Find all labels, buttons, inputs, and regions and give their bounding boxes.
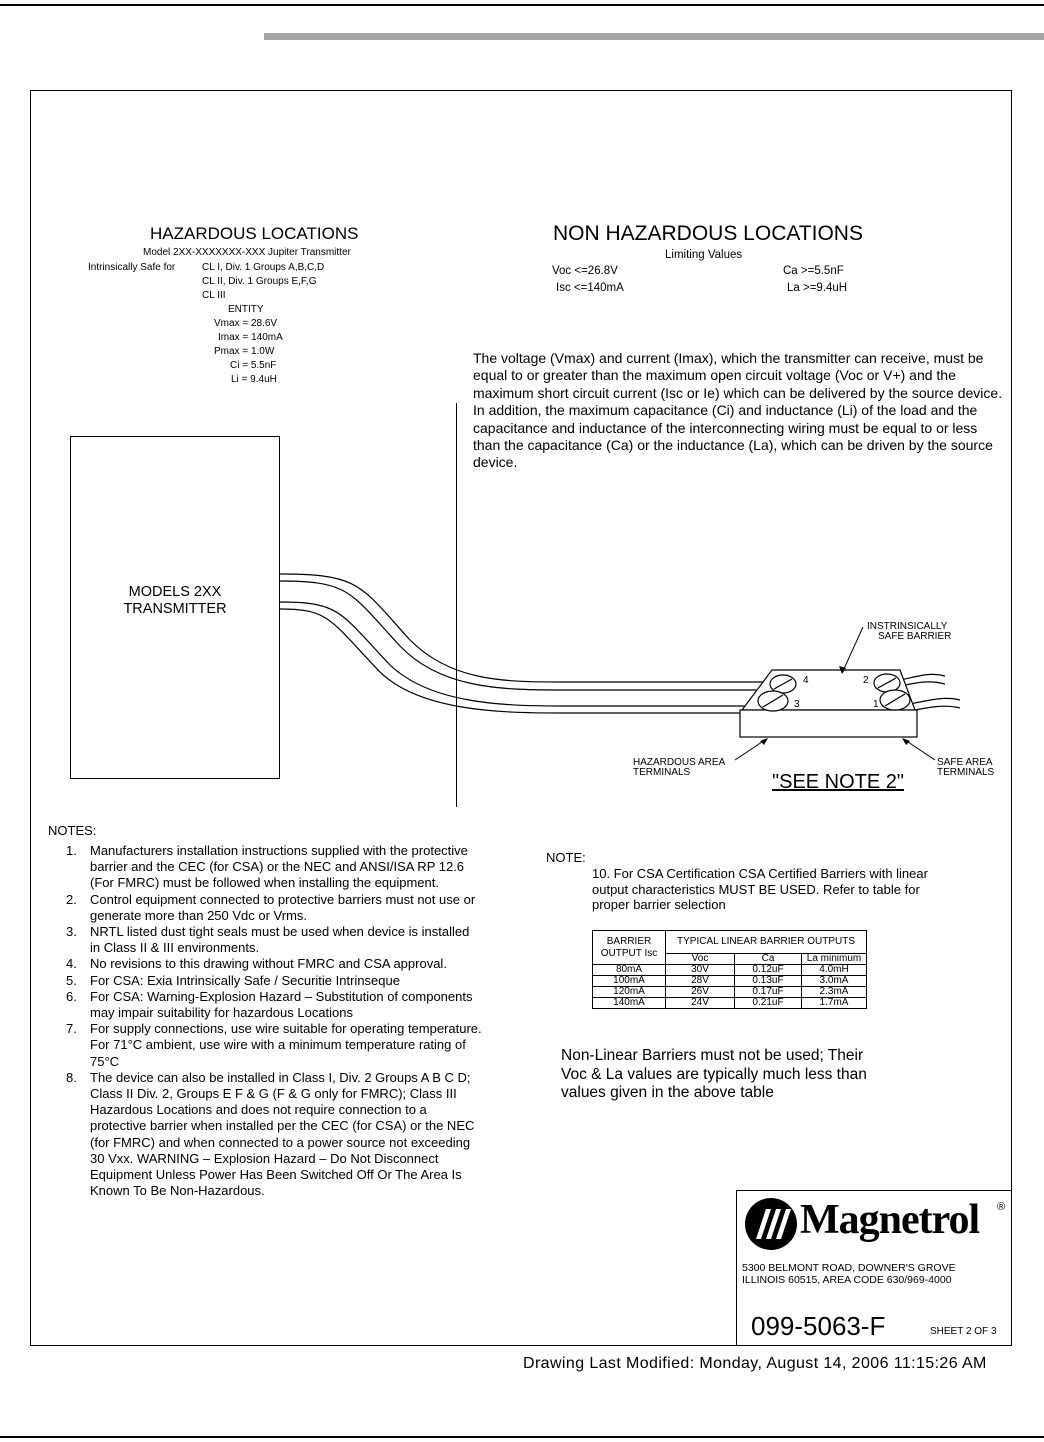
table-row: 140mA 24V 0.21uF 1.7mA bbox=[593, 998, 867, 1009]
haz-terminals-label-1: HAZARDOUS AREA bbox=[633, 757, 726, 768]
table-row: 120mA 26V 0.17uF 2.3mA bbox=[593, 987, 867, 998]
la-limit: La >=9.4uH bbox=[787, 282, 848, 294]
address-line-2: ILLINOIS 60515, AREA CODE 630/969-4000 bbox=[742, 1274, 952, 1286]
safe-wire-2 bbox=[900, 682, 945, 686]
safe-terminals-label-2: TERMINALS bbox=[937, 767, 995, 778]
note-item: 2. Control equipment connected to protective barriers must not use or generate more than 250 Vdc or Vrms. bbox=[66, 891, 476, 923]
class-1: CL I, Div. 1 Groups A,B,C,D bbox=[202, 262, 325, 273]
note-item: 8. The device can also be installed in Class I, Div. 2 Groups A B C D; Class II Div. 2, Groups E F & G (F & G only for FMRC); Class III Hazardous Locations and does not require connection to a protective barrier when installed per the CEC (for CSA) or the NEC (for FMRC) and when connected to a power source not exceeding 30 Vxx. WARNING – Explosion Hazard – Do Not Disconnect Equipment Unless Power Has Been Switched Off Or The Area Is Known To Be Non-Hazardous. bbox=[66, 1069, 475, 1199]
note-item: 3. NRTL listed dust tight seals must be used when device is installed in Class II & III environments. bbox=[66, 924, 470, 956]
is-label: Intrinsically Safe for bbox=[88, 262, 176, 273]
note-item: 1. Manufacturers installation instructions supplied with the protective barrier and the CEC (for CSA) or the NEC and ANSI/ISA RP 12.6 (For FMRC) must be followed when installing the equipment. bbox=[66, 843, 468, 891]
address-line-1: 5300 BELMONT ROAD, DOWNER'S GROVE bbox=[742, 1262, 956, 1274]
sub-header-la: La minimum bbox=[802, 954, 867, 965]
barrier-table bbox=[592, 930, 867, 1009]
last-modified: Drawing Last Modified: Monday, August 14, 2006 11:15:26 AM bbox=[523, 1355, 987, 1372]
note-item: 4. No revisions to this drawing without FMRC and CSA approval. bbox=[66, 956, 447, 972]
requirements-paragraph: The voltage (Vmax) and current (Imax), which the transmitter can receive, must be equal to or greater than the maximum open circuit voltage (Voc or V+) and the maximum short circuit current (Isc or Ie) which can be delivered by the source device. In addition, the maximum capacitance (Ci) and inductance (Li) of the load and the capacitance and inductance of the interconnecting wiring must be equal to or less than the capacitance (Ca) or the inductance (La), which can be driven by the source device. bbox=[473, 350, 1003, 471]
entity-pmax: Pmax = 1.0W bbox=[214, 346, 275, 357]
note-item: 6. For CSA: Warning-Explosion Hazard – Substitution of components may impair suitability for hazardous Locations bbox=[66, 988, 473, 1021]
barrier-label-1: INSTRINSICALLY bbox=[867, 621, 948, 632]
entity-imax: Imax = 140mA bbox=[218, 332, 283, 343]
nonlinear-note: Non-Linear Barriers must not be used; Their Voc & La values are typically much less than values given in the above table bbox=[561, 1047, 867, 1101]
sub-header-voc: Voc bbox=[666, 954, 735, 965]
haz-arrow bbox=[760, 738, 768, 745]
note-item: 5. For CSA: Exia Intrinsically Safe / Securitie Intrinseque bbox=[66, 972, 400, 988]
voc-limit: Voc <=26.8V bbox=[552, 265, 618, 277]
isc-limit: Isc <=140mA bbox=[556, 282, 624, 294]
terminal-number-1: 1 bbox=[873, 699, 879, 710]
class-3: CL III bbox=[202, 290, 226, 301]
magnetrol-logo-icon bbox=[742, 1197, 800, 1251]
terminal-number-3: 3 bbox=[794, 699, 800, 710]
col-header-group: TYPICAL LINEAR BARRIER OUTPUTS bbox=[666, 931, 867, 954]
registered-mark: ® bbox=[997, 1201, 1006, 1213]
safe-terminal-leader bbox=[905, 740, 935, 760]
entity-label: ENTITY bbox=[228, 304, 264, 315]
wire-2 bbox=[280, 581, 770, 690]
limiting-label: Limiting Values bbox=[665, 249, 743, 261]
notes-heading: NOTES: bbox=[48, 823, 97, 838]
sub-header-ca: Ca bbox=[735, 954, 802, 965]
hazardous-title: HAZARDOUS LOCATIONS bbox=[150, 224, 359, 243]
class-2: CL II, Div. 1 Groups E,F,G bbox=[202, 276, 317, 287]
note-item: 7. For supply connections, use wire suitable for operating temperature. For 71°C ambient, use wire with a minimum temperature rating of 75°C bbox=[66, 1021, 482, 1069]
ca-limit: Ca >=5.5nF bbox=[783, 265, 844, 277]
table-row: 80mA 30V 0.12uF 4.0mH bbox=[593, 965, 867, 976]
note-10: 10. For CSA Certification CSA Certified Barriers with linear output characteristics MUST BE USED. Refer to table for proper barrier selection bbox=[592, 866, 928, 912]
company-address bbox=[742, 1262, 956, 1286]
drawing-number: 099-5063-F bbox=[751, 1311, 886, 1341]
nonhazardous-title: NON HAZARDOUS LOCATIONS bbox=[553, 222, 863, 245]
wire-4 bbox=[280, 609, 770, 713]
notes-list bbox=[62, 843, 482, 1199]
entity-ci: Ci = 5.5nF bbox=[230, 360, 277, 371]
terminal-number-2: 2 bbox=[863, 675, 869, 686]
sheet-number: SHEET 2 OF 3 bbox=[930, 1326, 997, 1337]
company-name: Magnetrol bbox=[800, 1197, 980, 1243]
wire-1 bbox=[280, 574, 770, 682]
safe-terminals-label-1: SAFE AREA bbox=[937, 757, 993, 768]
haz-terminal-leader bbox=[735, 740, 765, 760]
safe-wire-1 bbox=[900, 674, 945, 680]
bottom-rule bbox=[0, 1436, 1044, 1438]
note-heading: NOTE: bbox=[546, 850, 586, 865]
barrier-leader bbox=[843, 627, 863, 671]
col-header-isc: BARRIER OUTPUT Isc bbox=[593, 931, 666, 965]
hazardous-model: Model 2XX-XXXXXXX-XXX Jupiter Transmitter bbox=[143, 247, 351, 258]
barrier-label-2: SAFE BARRIER bbox=[878, 631, 952, 642]
entity-vmax: Vmax = 28.6V bbox=[214, 318, 278, 329]
haz-terminals-label-2: TERMINALS bbox=[633, 767, 691, 778]
table-row: 100mA 28V 0.13uF 3.0mA bbox=[593, 976, 867, 987]
see-note-2: "SEE NOTE 2" bbox=[772, 771, 905, 793]
barrier-base bbox=[740, 710, 917, 737]
terminal-number-4: 4 bbox=[803, 675, 809, 686]
transmitter-label-line-2: TRANSMITTER bbox=[123, 601, 227, 617]
entity-li: Li = 9.4uH bbox=[231, 374, 277, 385]
safe-arrow bbox=[902, 738, 910, 745]
transmitter-label-line-1: MODELS 2XX bbox=[128, 584, 222, 600]
